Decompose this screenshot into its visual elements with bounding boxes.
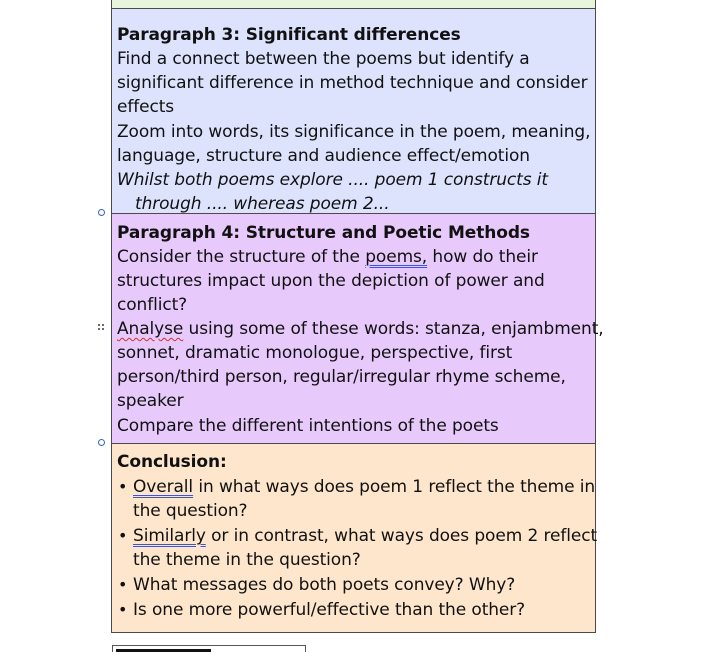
paragraph-4-line: [117, 317, 604, 341]
paragraph-3-line: significant difference in method technique and consider: [117, 73, 588, 93]
conclusion-cell[interactable]: [112, 443, 598, 632]
paragraph-3-example: through .... whereas poem 2...: [135, 194, 390, 214]
list-item-line: [133, 475, 595, 499]
bullet-icon: •: [118, 526, 128, 545]
paragraph-4-text: how do their: [427, 247, 538, 267]
paragraph-marker-icon[interactable]: [98, 439, 105, 446]
paragraph-4-text: using some of these words: stanza, enjambment,: [183, 319, 604, 339]
paragraph-4-heading: Paragraph 4: Structure and Poetic Methods: [117, 223, 530, 243]
paragraph-4-text: Consider the structure of the: [117, 247, 366, 267]
list-item-text: Is one more powerful/effective than the other?: [133, 600, 526, 620]
paragraph-4-line: Compare the different intentions of the poets: [117, 416, 499, 436]
paragraph-4-line: sonnet, dramatic monologue, perspective, first: [117, 343, 513, 363]
paragraph-3-line: language, structure and audience effect/emotion: [117, 146, 530, 166]
list-item: [117, 598, 589, 622]
bullet-icon: •: [118, 575, 128, 594]
paragraph-4-line: [117, 245, 589, 269]
list-item: [117, 524, 598, 572]
list-item-line: the theme in the question?: [133, 550, 361, 570]
table-row-top: [112, 0, 595, 8]
paragraph-3-cell[interactable]: [112, 8, 595, 213]
list-item-fragment: in what ways does poem 1 reflect the theme in: [193, 477, 596, 497]
bullet-icon: •: [118, 477, 128, 496]
paragraph-marker-icon[interactable]: [98, 209, 105, 216]
paragraph-3-line: Zoom into words, its significance in the poem, meaning,: [117, 122, 591, 142]
grammar-flag[interactable]: poems,: [365, 247, 428, 267]
paragraph-4-line: conflict?: [117, 295, 188, 315]
planning-table: [111, 0, 604, 633]
paragraph-3-line: effects: [117, 97, 175, 117]
embedded-object-frame[interactable]: [112, 645, 306, 652]
grammar-flag[interactable]: Similarly: [133, 526, 206, 546]
drag-handle-icon[interactable]: [98, 324, 106, 332]
list-item: [117, 475, 596, 523]
paragraph-3-heading: Paragraph 3: Significant differences: [117, 25, 461, 45]
paragraph-4-cell[interactable]: [112, 213, 604, 443]
list-item-text: What messages do both poets convey? Why?: [133, 575, 516, 595]
paragraph-3-line: Find a connect between the poems but identify a: [117, 49, 530, 69]
paragraph-3-example: Whilst both poems explore .... poem 1 constructs it: [117, 170, 548, 190]
list-item-fragment: or in contrast, what ways does poem 2 reflect: [205, 526, 598, 546]
list-item-line: the question?: [133, 501, 248, 521]
list-item-line: [133, 524, 597, 548]
paragraph-4-line: speaker: [117, 391, 184, 411]
paragraph-4-line: structures impact upon the depiction of power and: [117, 271, 545, 291]
list-item-text: [133, 475, 595, 523]
paragraph-4-line: person/third person, regular/irregular rhyme scheme,: [117, 367, 566, 387]
bullet-icon: •: [118, 600, 128, 619]
list-item: [117, 573, 589, 597]
spelling-flag[interactable]: Analyse: [117, 319, 184, 339]
grammar-flag[interactable]: Overall: [133, 477, 194, 497]
list-item-text: [133, 524, 597, 572]
conclusion-heading: Conclusion:: [117, 452, 227, 472]
